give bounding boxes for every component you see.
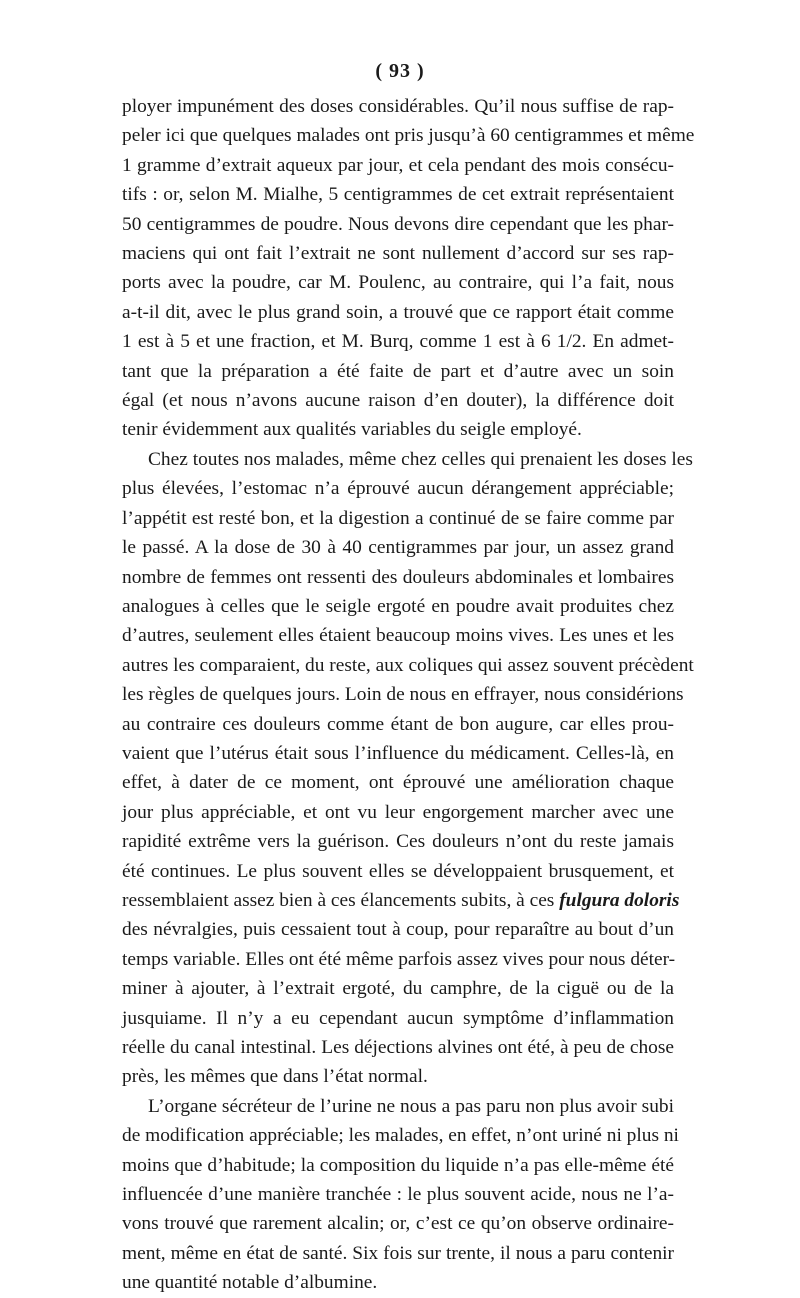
text-line: réelle du canal intestinal. Les déjections alvines ont été, à peu de chose bbox=[122, 1037, 674, 1058]
text-line: plus élevées, l’estomac n’a éprouvé aucun dérangement appréciable; bbox=[122, 478, 674, 500]
text-line: autres les comparaient, du reste, aux coliques qui assez souvent précèdent bbox=[122, 654, 694, 676]
body-text bbox=[122, 92, 695, 1298]
text-line: 50 centigrammes de poudre. Nous devons dire cependant que les phar- bbox=[122, 213, 674, 235]
paragraph-1 bbox=[122, 92, 695, 445]
text-line: le passé. A la dose de 30 à 40 centigrammes par jour, un assez grand bbox=[122, 537, 674, 559]
text-line: moins que d’habitude; la composition du liquide n’a pas elle-même été bbox=[122, 1154, 674, 1176]
text-line: ployer impunément des doses considérables. Qu’il nous suffise de rap- bbox=[122, 96, 674, 117]
text-line: ports avec la poudre, car M. Poulenc, au contraire, qui l’a fait, nous bbox=[122, 272, 674, 294]
text-line: d’autres, seulement elles étaient beaucoup moins vives. Les unes et les bbox=[122, 625, 674, 647]
text-line: des névralgies, puis cessaient tout à coup, pour reparaître au bout d’un bbox=[122, 919, 674, 941]
text-line: tenir évidemment aux qualités variables du seigle employé. bbox=[122, 419, 582, 441]
text-line: égal (et nous n’avons aucune raison d’en douter), la différence doit bbox=[122, 390, 674, 412]
text-line: temps variable. Elles ont été même parfois assez vives pour nous déter- bbox=[122, 948, 676, 970]
text-line: près, les mêmes que dans l’état normal. bbox=[122, 1066, 428, 1088]
text-line: rapidité extrême vers la guérison. Ces douleurs n’ont du reste jamais bbox=[122, 831, 674, 853]
text-line: miner à ajouter, à l’extrait ergoté, du camphre, de la ciguë ou de la bbox=[122, 978, 674, 1000]
text-line: au contraire ces douleurs comme étant de bon augure, car elles prou- bbox=[122, 713, 674, 735]
text-line: Chez toutes nos malades, même chez celles qui prenaient les doses les bbox=[148, 448, 693, 470]
text-line: tant que la préparation a été faite de part et d’autre avec un soin bbox=[122, 360, 674, 382]
text-line: les règles de quelques jours. Loin de nous en effrayer, nous considérions bbox=[122, 684, 684, 706]
text-line: jour plus appréciable, et ont vu leur engorgement marcher avec une bbox=[122, 801, 674, 823]
page-number: ( 93 ) bbox=[375, 60, 425, 82]
paragraph-2 bbox=[122, 445, 694, 1092]
text-line: une quantité notable d’albumine. bbox=[122, 1272, 378, 1294]
latin-emphasis: fulgura doloris bbox=[559, 889, 680, 911]
text-segment: ressemblaient assez bien à ces élancements subits, à ces bbox=[122, 889, 555, 911]
text-line: vons trouvé que rarement alcalin; or, c’est ce qu’on observe ordinaire- bbox=[122, 1213, 674, 1235]
text-line: analogues à celles que le seigle ergoté en poudre avait produites chez bbox=[122, 595, 674, 617]
text-line: maciens qui ont fait l’extrait ne sont nullement d’accord sur ses rap- bbox=[122, 243, 674, 265]
text-line: 1 est à 5 et une fraction, et M. Burq, comme 1 est à 6 1/2. En admet- bbox=[122, 331, 674, 353]
text-line: nombre de femmes ont ressenti des douleurs abdominales et lombaires bbox=[122, 566, 674, 588]
text-line: vaient que l’utérus était sous l’influence du médicament. Celles-là, en bbox=[122, 742, 674, 764]
text-line: a-t-il dit, avec le plus grand soin, a trouvé que ce rapport était comme bbox=[122, 301, 674, 323]
text-line: de modification appréciable; les malades, en effet, n’ont uriné ni plus ni bbox=[122, 1125, 679, 1147]
paragraph-3 bbox=[122, 1092, 679, 1298]
text-line: été continues. Le plus souvent elles se développaient brusquement, et bbox=[122, 860, 674, 882]
text-line: effet, à dater de ce moment, ont éprouvé une amélioration chaque bbox=[122, 772, 674, 794]
text-line: l’appétit est resté bon, et la digestion a continué de se faire comme par bbox=[122, 507, 674, 529]
text-line: 1 gramme d’extrait aqueux par jour, et cela pendant des mois consécu- bbox=[122, 154, 674, 176]
text-line: jusquiame. Il n’y a eu cependant aucun symptôme d’inflammation bbox=[122, 1007, 674, 1029]
text-line: tifs : or, selon M. Mialhe, 5 centigrammes de cet extrait représentaient bbox=[122, 184, 674, 206]
text-line-with-emphasis bbox=[122, 886, 680, 915]
text-line: peler ici que quelques malades ont pris jusqu’à 60 centigrammes et même bbox=[122, 125, 695, 147]
text-line: influencée d’une manière tranchée : le plus souvent acide, nous ne l’a- bbox=[122, 1184, 674, 1206]
text-line: L’organe sécréteur de l’urine ne nous a pas paru non plus avoir subi bbox=[148, 1095, 674, 1117]
text-line: ment, même en état de santé. Six fois sur trente, il nous a paru contenir bbox=[122, 1242, 674, 1264]
